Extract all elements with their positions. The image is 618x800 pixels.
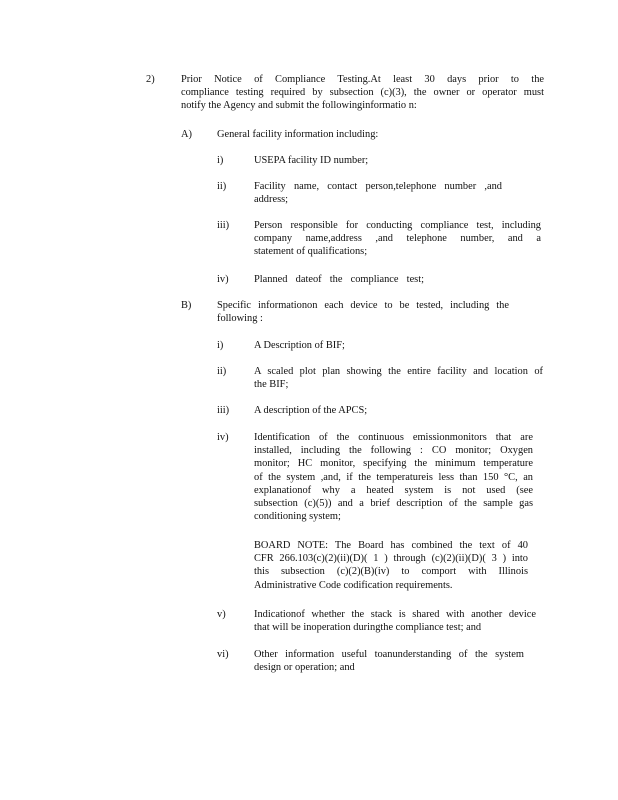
item-line: Person responsible for conducting compliance test, including [254,220,541,231]
section-line: notify the Agency and submit the followinginformatio n: [181,100,417,112]
item-line: installed, including the following : CO monitor; Oxygen [254,445,533,457]
board-note-line: CFR 266.103(c)(2)(ii)(D)( 1 ) through (c)(2)(ii)(D)( 3 ) into [254,553,528,565]
item-paragraph [254,339,542,352]
item-line: USEPA facility ID number; [254,155,369,166]
item-label: i) [217,340,224,351]
item-line: Identification of the continuous emissionmonitors that are [254,432,533,443]
subsection-line: General facility information including: [217,129,379,140]
item-paragraph [254,154,542,167]
subsection-label: A) [181,129,192,140]
item-line: Indicationof whether the stack is shared with another device [254,609,536,620]
item-line: company name,address ,and telephone number, and a [254,233,541,245]
board-note-line: Administrative Code codification requirements. [254,579,453,591]
item-paragraph [254,404,542,417]
item-label: i) [217,155,224,166]
item-label: iv) [217,274,229,285]
item-line: statement of qualifications; [254,246,368,258]
subsection-label: B) [181,300,192,311]
section-line: Prior Notice of Compliance Testing.At least 30 days prior to the [181,74,544,85]
item-paragraph [254,180,502,206]
item-paragraph [254,431,533,523]
item-paragraph [254,273,424,286]
item-line: Planned dateof the compliance test; [254,274,424,285]
subsection-paragraph [217,299,509,325]
item-line: A Description of BIF; [254,340,345,351]
board-note [254,539,528,592]
item-line: Other information useful toanunderstanding of the system [254,649,524,660]
subsection-line: Specific informationon each device to be tested, including the [217,300,509,311]
item-paragraph [254,608,536,634]
item-line: the BIF; [254,379,289,391]
item-line: of the system ,and, if the temperatureis less than 150 °C, an [254,471,533,483]
board-note-line: this subsection (c)(2)(B)(iv) to comport with Illinois [254,566,528,578]
item-line: conditioning system; [254,511,341,523]
section-line: compliance testing required by subsection (c)(3), the owner or operator must [181,87,544,99]
item-line: that will be inoperation duringthe compliance test; and [254,622,482,634]
item-line: address; [254,194,289,206]
item-line: A scaled plot plan showing the entire facility and location of [254,366,543,377]
subsection-line: following : [217,313,263,325]
item-label: iii) [217,405,230,416]
item-label: v) [217,609,226,620]
section-paragraph [181,73,544,113]
item-label: iii) [217,220,230,231]
item-paragraph [254,365,543,391]
item-line: subsection (c)(5)) and a brief description of the sample gas [254,497,533,509]
item-line: A description of the APCS; [254,405,368,416]
section-label: 2) [146,74,155,85]
board-note-line: BOARD NOTE: The Board has combined the text of 40 [254,540,528,551]
item-line: design or operation; and [254,662,355,674]
item-paragraph [254,219,541,259]
item-line: Facility name, contact person,telephone number ,and [254,181,502,192]
item-paragraph [254,648,524,674]
item-label: vi) [217,649,229,660]
item-label: ii) [217,366,227,377]
item-line: monitor; HC monitor, specifying the minimum temperature [254,458,533,470]
item-label: iv) [217,432,229,443]
item-line: explanationof why a heated system is not used (see [254,484,533,496]
subsection-paragraph [217,128,543,141]
item-label: ii) [217,181,227,192]
